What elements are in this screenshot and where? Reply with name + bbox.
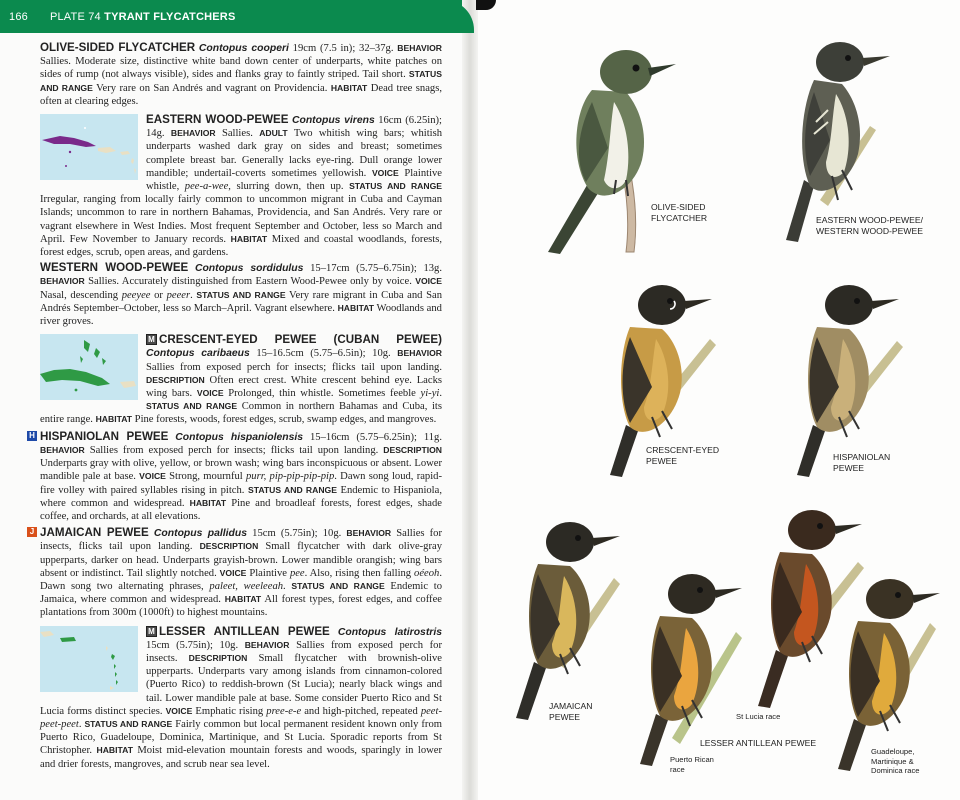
scientific-name: Contopus cooperi	[198, 43, 289, 54]
label-habitat: HABITAT	[230, 233, 268, 244]
voice-call: pee-a-wee	[184, 181, 229, 193]
label-behavior: BEHAVIOR	[40, 276, 85, 287]
species-name: JAMAICAN PEWEE	[40, 526, 149, 540]
species-name: EASTERN WOOD-PEWEE	[146, 113, 289, 127]
label-habitat: HABITAT	[95, 414, 133, 425]
label-description: DESCRIPTION	[199, 541, 259, 552]
label-behavior: BEHAVIOR	[397, 43, 442, 53]
voice-call: purr, pip-pip-pip-pip	[245, 471, 335, 483]
endemic-badge: H	[27, 431, 37, 441]
voice-call: yi-yi	[420, 388, 440, 400]
endemic-badge: J	[27, 527, 37, 537]
scientific-name: Contopus virens	[291, 115, 375, 127]
scientific-name: Contopus pallidus	[153, 528, 248, 540]
voice-call: paleet, weeleeah	[209, 580, 284, 592]
label-voice: VOICE	[196, 388, 224, 399]
label-status-range: STATUS AND RANGE	[247, 484, 337, 495]
label-status-range: STATUS AND RANGE	[196, 289, 286, 300]
scientific-name: Contopus caribaeus	[146, 348, 250, 360]
scientific-name: Contopus sordidulus	[194, 263, 304, 275]
label-voice: VOICE	[139, 471, 166, 482]
species-account-jamaican-pewee: J JAMAICAN PEWEE Contopus pallidus 15cm (5.75in); 10g. BEHAVIOR Sallies for insects, flicks tail upon landing. DESCRIPTION Small flycatcher with dark olive-gray upperparts, darker on head. Underparts grayish-brown. Lower mandible orangish; wing bars absent or indistinct. Tail slightly notched. VOICE Plaintive pee. Also, rising then falling oéeoh. Dawn song two alternating phrases, paleet, weeleeah. STATUS AND RANGE Endemic to Jamaica, where common and widespread. HABITAT All forest types, forest edges, and coffee plantations from 300m (1000ft) to highest mountains.	[40, 526, 442, 619]
caption-hispaniolan-pewee: HISPANIOLAN PEWEE	[833, 452, 891, 473]
caption-olive-sided-flycatcher: OLIVE-SIDED FLYCATCHER	[651, 202, 708, 223]
hispaniolan-pewee-illustration	[785, 275, 915, 480]
caption-puerto-rican-race: Puerto Rican race	[670, 755, 714, 774]
voice-call: peeyee	[121, 289, 151, 301]
page-number: 166	[9, 11, 28, 23]
caption-guadeloupe-race: Guadeloupe, Martinique & Dominica race	[871, 747, 920, 775]
species-account-hispaniolan-pewee: H HISPANIOLAN PEWEE Contopus hispaniolensis 15–16cm (5.75–6.25in); 11g. BEHAVIOR Sallies from exposed perch for insects; flicks tail upon landing. DESCRIPTION Underparts gray with olive, yellow, or brown wash; wing bars inconspicuous or absent. Lower mandible pale at base. VOICE Strong, mournful purr, pip-pip-pip-pip. Dawn song loud, rapid-fire volley with paired syllables rising in pitch. STATUS AND RANGE Endemic to Hispaniola, where common and widespread. HABITAT Pine and broadleaf forests, forest edges, shade coffee, and orchards, at all elevations.	[40, 430, 442, 523]
species-account-western-wood-pewee: WESTERN WOOD-PEWEE Contopus sordidulus 15–17cm (5.75–6.75in); 13g. BEHAVIOR Sallies. Accurately distinguished from Eastern Wood-Pewee only by voice. VOICE Nasal, descending peeyee or peeer. STATUS AND RANGE Very rare migrant in Cuba and San Andrés September–October, less so March–April. Vagrant elsewhere. HABITAT Woodlands and river groves.	[40, 261, 442, 328]
label-habitat: HABITAT	[330, 82, 368, 93]
species-account-lesser-antillean-pewee: M LESSER ANTILLEAN PEWEE Contopus latirostris 15cm (5.75in); 10g. BEHAVIOR Sallies from exposed perch for insects. DESCRIPTION Small flycatcher with brownish-olive upperparts. Underparts vary among islands from cinnamon-colored (Puerto Rico) to reddish-brown (St Lucia); nearly black wings and tail. Lower mandible pale at base. Some consider Puerto Rico and St Lucia forms distinct species. VOICE Emphatic rising pree-e-e and high-pitched, repeated peet-peet-peet. STATUS AND RANGE Fairly common but local permanent resident known only from Puerto Rico, Guadeloupe, Dominica, Martinique, and St Lucia. Sporadic reports from St Christopher. HABITAT Moist mid-elevation mountain forests and woods, sparingly in lower and drier forests, mangroves, and scrub near sea level.	[40, 624, 442, 770]
label-description: DESCRIPTION	[188, 652, 248, 663]
label-description: DESCRIPTION	[146, 374, 205, 385]
caption-st-lucia-race: St Lucia race	[736, 712, 781, 721]
label-habitat: HABITAT	[224, 594, 262, 605]
species-name: WESTERN WOOD-PEWEE	[40, 261, 189, 275]
plate-number: PLATE 74	[49, 11, 101, 23]
voice-call: pee	[289, 567, 305, 579]
near-endemic-badge: M	[146, 334, 157, 345]
label-habitat: HABITAT	[96, 745, 133, 756]
species-account-eastern-wood-pewee: EASTERN WOOD-PEWEE Contopus virens 16cm (6.25in); 14g. BEHAVIOR Sallies. ADULT Two whitish wing bars; whitish underparts washed dark gray on sides and breast; sometimes complete breast bar. Generally lacks eye-ring. Dull orange lower mandible; undertail-coverts sometimes yellowish. VOICE Plaintive whistle, pee-a-wee, slurring down, then up. STATUS AND RANGE Irregular, ranging from locally fairly common to uncommon migrant in Cuba and Cayman Islands; uncommon to rare in northern Bahamas, Providencia, and San Andrés. Very rare or vagrant elsewhere in West Indies. Most frequent September and October, less so March and April. Few November to January records. HABITAT Mixed and coastal woodlands, forests, forest edges, scrub, open areas, and gardens.	[40, 113, 443, 259]
species-name: HISPANIOLAN PEWEE	[40, 429, 169, 443]
label-status-range: STATUS AND RANGE	[146, 401, 238, 412]
eastern-wood-pewee-illustration	[770, 30, 910, 245]
range-map-lesser-antillean-pewee	[40, 626, 138, 692]
label-voice: VOICE	[371, 167, 399, 178]
label-behavior: BEHAVIOR	[346, 528, 392, 539]
label-habitat: HABITAT	[189, 497, 227, 508]
label-description: DESCRIPTION	[383, 444, 442, 455]
jamaican-pewee-illustration	[508, 512, 628, 722]
label-status-range: STATUS AND RANGE	[291, 580, 385, 591]
caption-crescent-eyed-pewee: CRESCENT-EYED PEWEE	[646, 445, 720, 466]
plate-header	[9, 11, 235, 23]
species-text-column	[29, 41, 443, 771]
book-gutter	[462, 0, 478, 800]
species-name: CRESCENT-EYED PEWEE (CUBAN PEWEE)	[159, 333, 442, 347]
voice-call: peeer	[166, 289, 191, 301]
label-status-range: STATUS AND RANGE	[349, 181, 442, 192]
label-status-range: STATUS AND RANGE	[40, 69, 442, 93]
label-status-range: STATUS AND RANGE	[84, 718, 173, 729]
label-voice: VOICE	[415, 276, 442, 287]
voice-call: peet-peet-peet	[40, 705, 442, 730]
caption-eastern-western-wood-pewee: EASTERN WOOD-PEWEE/ WESTERN WOOD-PEWEE	[816, 215, 923, 236]
scientific-name: Contopus hispaniolensis	[175, 431, 304, 443]
plate-header-band	[0, 0, 462, 33]
voice-call: pree-e-e	[266, 705, 302, 717]
label-voice: VOICE	[219, 567, 247, 578]
label-habitat: HABITAT	[337, 302, 375, 313]
label-behavior: BEHAVIOR	[244, 639, 290, 650]
species-account-crescent-eyed-pewee: M CRESCENT-EYED PEWEE (CUBAN PEWEE) Contopus caribaeus 15–16.5cm (5.75–6.5in); 10g. BEHAVIOR Sallies from exposed perch for insects; flicks tail upon landing. DESCRIPTION Often erect crest. White crescent behind eye. Lacks wing bars. VOICE Prolonged, thin whistle. Sometimes feeble yi-yi. STATUS AND RANGE Common in northern Bahamas and Cuba, its entire range. HABITAT Pine forests, woods, forest edges, scrub, swamp edges, and mangroves.	[40, 333, 442, 426]
species-name: OLIVE-SIDED FLYCATCHER	[40, 41, 196, 54]
species-account-olive-sided: OLIVE-SIDED FLYCATCHER Contopus cooperi 19cm (7.5 in); 32–37g. BEHAVIOR Sallies. Moderate size, distinctive white band down center of underparts, white patches on sides of rump (not always visible), sides and flanks gray to faintly striped. Tail short. STATUS AND RANGE Very rare on San Andrés and vagrant on Providencia. HABITAT Dead tree snags, often at clearing edges.	[40, 41, 442, 107]
scientific-name: Contopus latirostris	[337, 626, 442, 638]
lesser-antillean-guadeloupe-race-illustration	[832, 573, 942, 773]
label-behavior: BEHAVIOR	[40, 444, 85, 455]
label-adult: ADULT	[259, 128, 288, 139]
near-endemic-badge: M	[146, 626, 157, 637]
olive-sided-flycatcher-illustration	[530, 30, 700, 260]
caption-jamaican-pewee: JAMAICAN PEWEE	[549, 701, 593, 722]
label-behavior: BEHAVIOR	[170, 128, 216, 139]
label-behavior: BEHAVIOR	[397, 348, 442, 359]
range-map-crescent-eyed-pewee	[40, 334, 138, 400]
plate-title: TYRANT FLYCATCHERS	[104, 11, 236, 23]
label-voice: VOICE	[165, 705, 193, 716]
caption-lesser-antillean-pewee: LESSER ANTILLEAN PEWEE	[700, 738, 817, 748]
voice-call: oéeoh	[414, 567, 440, 579]
species-name: LESSER ANTILLEAN PEWEE	[159, 624, 330, 638]
range-map-eastern-wood-pewee	[40, 114, 138, 180]
